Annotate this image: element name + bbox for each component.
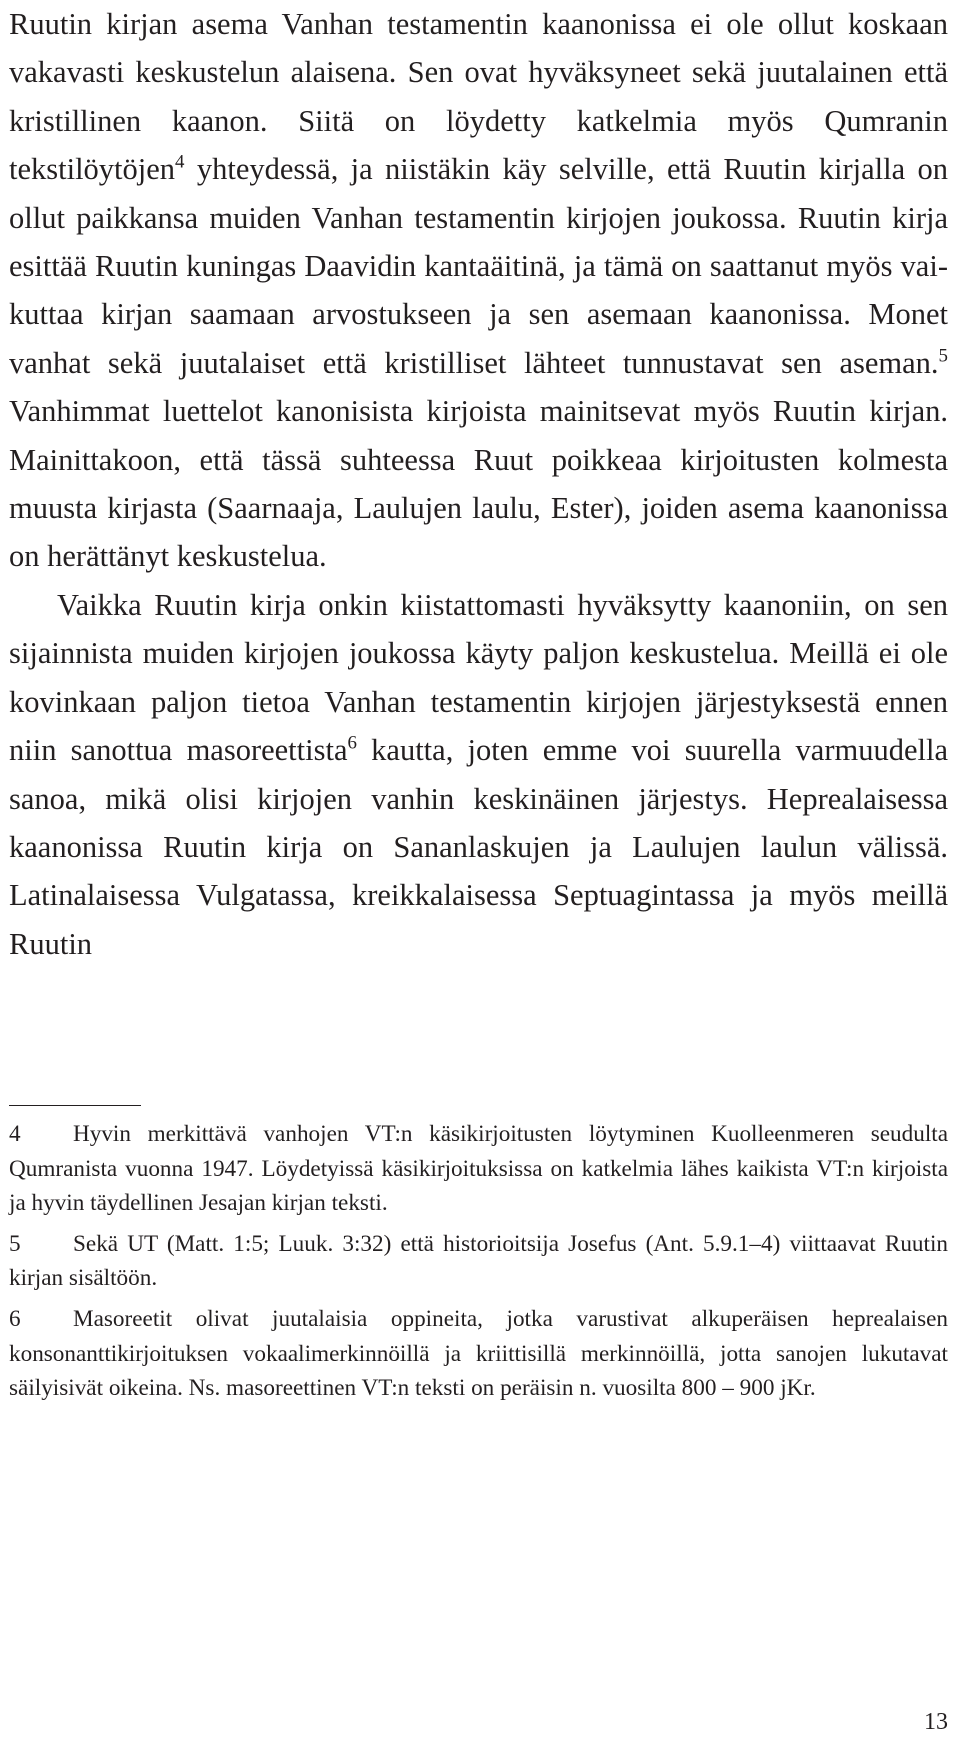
footnote-number: 4 <box>9 1121 21 1147</box>
footnote-6 <box>9 1302 948 1406</box>
paragraph-2 <box>9 581 948 968</box>
footnote-text: Sekä UT (Matt. 1:5; Luuk. 3:32) että historioitsija Josefus (Ant. 5.9.1–4) viittaavat Ruutin kirjan sisältöön. <box>9 1230 948 1292</box>
footnote-ref-6: 6 <box>347 732 357 754</box>
paragraph-2-part-2: kautta, joten emme voi suurella varmuudella sanoa, mikä olisi kirjojen vanhin keskinäinen järjestys. Heprealaisessa kaanonissa Ruutin kirja on Sananlaskujen ja Laulujen laulun välissä. Latinalaisessa Vulgatassa, kreikkalaisessa Septuagintassa ja myös meillä Ruutin <box>9 733 948 961</box>
main-text <box>9 0 948 968</box>
footnote-separator <box>9 1105 141 1106</box>
footnote-number: 6 <box>9 1305 21 1332</box>
paragraph-1-part-3: Vanhimmat luettelot kanonisista kirjoista mainitsevat myös Ruutin kirjan. Mainittakoon, että tässä suhteessa Ruut poikkeaa kirjoitusten kolmesta muusta kirjasta (Saarnaaja, Laulujen laulu, Ester), joiden asema kaanonissa on herättänyt keskustelua. <box>9 394 948 574</box>
paragraph-2-part-1: Vaikka Ruutin kirja onkin kiistattomasti hyväksytty kaanoniin, on sen sijainnista muiden kirjojen joukossa käyty paljon keskustelua. Meillä ei ole kovinkaan paljon tietoa Vanhan testamentin kirjojen järjestyksestä ennen niin sanottua masoreettista <box>9 587 948 768</box>
footnote-text: Masoreetit olivat juutalaisia oppineita, jotka varustivat alkuperäisen heprealaisen konsonanttikirjoituksen vokaalimerkinnöillä ja kriittisillä merkinnöillä, jotta sanojen lukutavat säilyisivät oikeina. Ns. masoreettinen VT:n teksti on peräisin n. vuosilta 800 – 900 jKr. <box>9 1305 948 1402</box>
footnote-ref-5: 5 <box>938 345 948 367</box>
paragraph-1-part-1: Ruutin kirjan asema Vanhan testamentin kaanonissa ei ole ollut koskaan vakavasti keskustelun alaisena. Sen ovat hyväksyneet sekä juutalainen että kristillinen kaanon. Siitä on löydetty katkelmia myös Qumranin tekstilöytöjen <box>9 7 948 187</box>
footnote-4 <box>9 1117 948 1221</box>
footnote-number: 5 <box>9 1230 21 1257</box>
footnote-ref-4: 4 <box>175 151 185 173</box>
page-number: 13 <box>924 1709 948 1735</box>
paragraph-1 <box>9 0 948 581</box>
footnote-text: Hyvin merkittävä vanhojen VT:n käsikirjoitusten löytyminen Kuolleenmeren seudulta Qumranista vuonna 1947. Löydetyissä käsikirjoituksissa on katkelmia lähes kaikista VT:n kirjoista ja hyvin täydellinen Jesajan kirjan teksti. <box>9 1121 948 1217</box>
footnote-5 <box>9 1227 948 1296</box>
footnotes <box>9 1117 948 1412</box>
paragraph-1-part-2: yhteydessä, ja niistäkin käy selville, että Ruutin kirjalla on ollut paikkansa muiden Vanhan testamentin kirjojen joukossa. Ruutin kirja esittää Ruutin kuningas Daavidin kantaäitinä, ja tämä on saattanut myös vaikuttaa kirjan saamaan arvostukseen ja sen asemaan kaanonissa. Monet vanhat sekä juutalaiset että kristilliset lähteet tunnustavat sen aseman. <box>9 152 948 380</box>
